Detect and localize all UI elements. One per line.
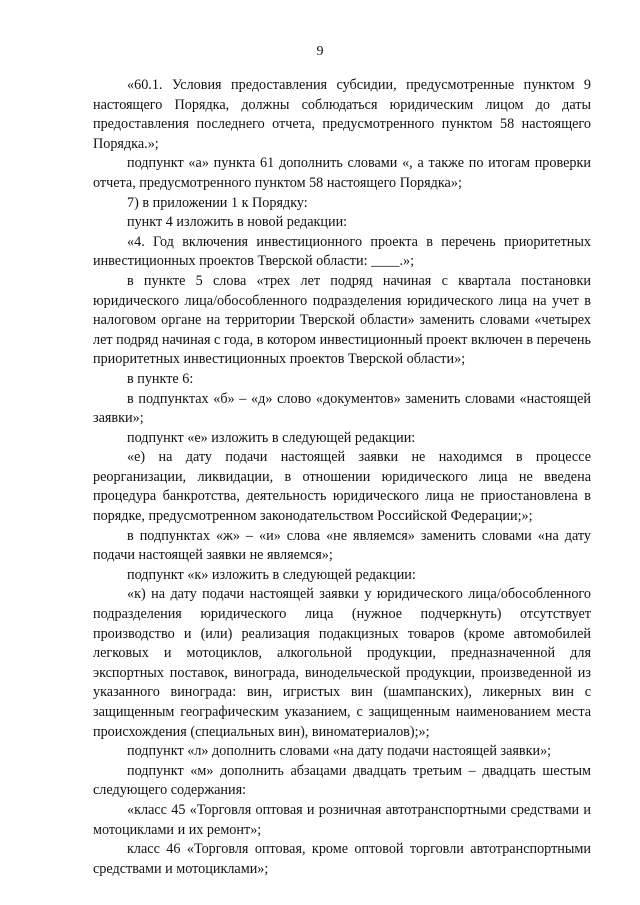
document-body	[93, 76, 591, 879]
paragraph: подпункт «а» пункта 61 дополнить словами «, а также по итогам проверки отчета, предусмотренного пунктом 58 настоящего Порядка»;	[93, 155, 591, 191]
paragraph: в пункте 6:	[127, 370, 194, 387]
paragraph: в подпунктах «ж» – «и» слова «не являемся» заменить словами «на дату подачи настоящей заявки не являемся»;	[93, 527, 591, 564]
page-number: 9	[316, 44, 324, 59]
paragraph: «к) на дату подачи настоящей заявки у юридического лица/обособленного подразделения юридического лица (нужное подчеркнуть) отсутствует производство и (или) реализация подакцизных товаров (кроме автомобилей легковых и мотоциклов, алкогольной продукции, предназначенной для экспортных поставок, винограда, винодельческой продукции, произведенной из указанного винограда: вин, игристых вин (шампанских), ликерных вин с защищенным географическим указанием, с защищенным наименованием места происхождения (специальных вин), виноматериалов);»;	[93, 586, 591, 740]
paragraph: пункт 4 изложить в новой редакции:	[127, 214, 348, 231]
paragraph: в пункте 5 слова «трех лет подряд начиная с квартала постановки юридического лица/обособленного подразделения юридического лица на учет в налоговом органе на территории Тверской области» заменить словами «четырех лет подряд начиная с года, в котором инвестиционный проект включен в перечень приоритетных инвестиционных проектов Тверской области»;	[93, 272, 591, 368]
paragraph: «4. Год включения инвестиционного проекта в перечень приоритетных инвестиционных проектов Тверской области: ____.»;	[93, 233, 591, 270]
paragraph: «60.1. Условия предоставления субсидии, предусмотренные пунктом 9 настоящего Порядка, должны соблюдаться юридическим лицом до даты предоставления последнего отчета, предусмотренного пунктом 58 настоящего Порядка.»;	[93, 77, 591, 152]
paragraph: подпункт «м» дополнить абзацами двадцать третьим – двадцать шестым следующего содержания:	[93, 762, 591, 799]
paragraph: подпункт «е» изложить в следующей редакции:	[127, 429, 416, 446]
paragraph: «е) на дату подачи настоящей заявки не находимся в процессе реорганизации, ликвидации, в отношении юридического лица не введена процедура банкротства, деятельность юридического лица не приостановлена в порядке, предусмотренном законодательством Российской Федерации;»;	[93, 449, 591, 525]
paragraph: класс 46 «Торговля оптовая, кроме оптовой торговли автотранспортными средствами и мотоциклами»;	[93, 841, 591, 877]
paragraph: в подпунктах «б» – «д» слово «документов» заменить словами «настоящей заявки»;	[93, 390, 591, 427]
paragraph: подпункт «л» дополнить словами «на дату подачи настоящей заявки»;	[127, 743, 552, 760]
paragraph: подпункт «к» изложить в следующей редакции:	[127, 566, 416, 583]
paragraph: «класс 45 «Торговля оптовая и розничная автотранспортными средствами и мотоциклами и их ремонт»;	[93, 801, 591, 838]
paragraph: 7) в приложении 1 к Порядку:	[127, 194, 308, 211]
